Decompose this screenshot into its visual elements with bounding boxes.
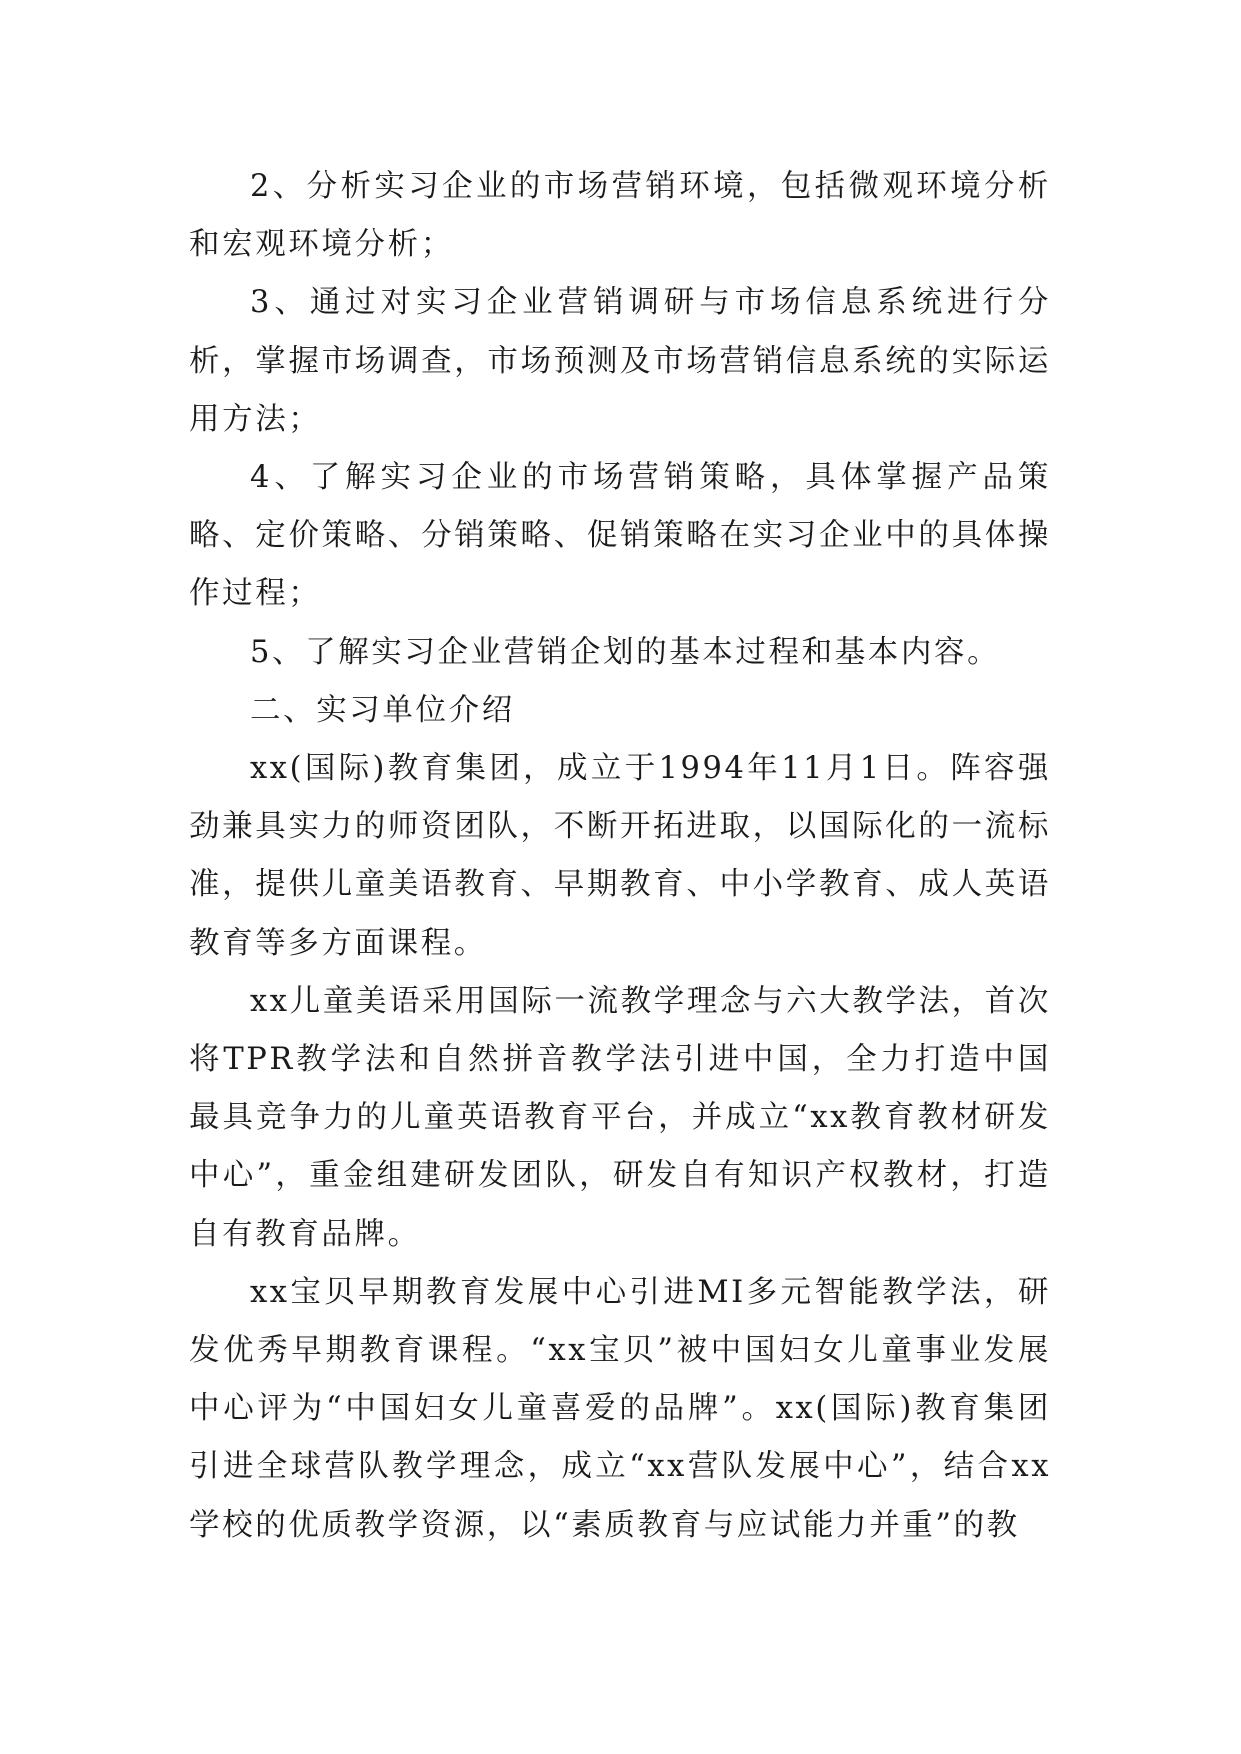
section-heading: 二、实习单位介绍 — [250, 692, 515, 728]
document-body — [189, 158, 1051, 1555]
paragraph-english-program: xx儿童美语采用国际一流教学理念与六大教学法，首次将TPR教学法和自然拼音教学法引进中国，全力打造中国最具竞争力的儿童英语教育平台，并成立“xx教育教材研发中心”，重金组建研发团队，研发自有知识产权教材，打造自有教育品牌。 — [189, 983, 1051, 1252]
paragraph-item-2: 2、分析实习企业的市场营销环境，包括微观环境分析和宏观环境分析； — [189, 169, 1051, 263]
paragraph-item-3: 3、通过对实习企业营销调研与市场信息系统进行分析，掌握市场调查，市场预测及市场营销信息系统的实际运用方法； — [189, 285, 1051, 437]
paragraph-item-5: 5、了解实习企业营销企划的基本过程和基本内容。 — [250, 634, 1001, 670]
paragraph-group-intro: xx(国际)教育集团，成立于1994年11月1日。阵容强劲兼具实力的师资团队，不断开拓进取，以国际化的一流标准，提供儿童美语教育、早期教育、中小学教育、成人英语教育等多方面课程。 — [189, 751, 1051, 961]
paragraph-early-education: xx宝贝早期教育发展中心引进MI多元智能教学法，研发优秀早期教育课程。“xx宝贝”被中国妇女儿童事业发展中心评为“中国妇女儿童喜爱的品牌”。xx(国际)教育集团引进全球营队教学理念，成立“xx营队发展中心”，结合xx学校的优质教学资源，以“素质教育与应试能力并重”的教 — [189, 1274, 1051, 1543]
paragraph-item-4: 4、了解实习企业的市场营销策略，具体掌握产品策略、定价策略、分销策略、促销策略在实习企业中的具体操作过程； — [189, 460, 1051, 612]
